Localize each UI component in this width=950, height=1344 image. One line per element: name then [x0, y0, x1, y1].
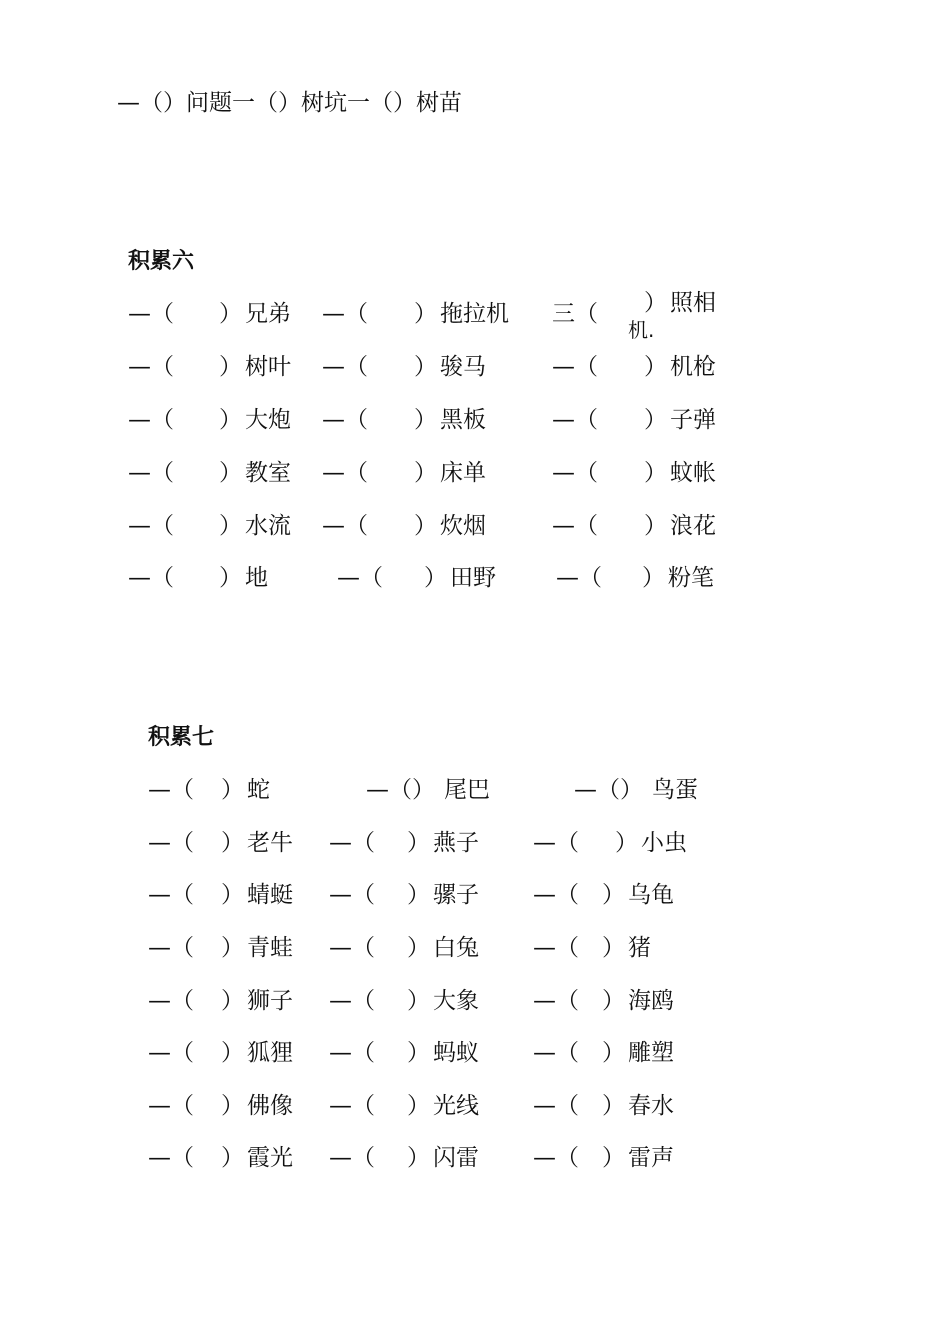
fill-blank-close: ） — [407, 988, 430, 1014]
vocab-word: 水流 — [245, 513, 291, 539]
fill-blank-open: —（ — [533, 830, 579, 856]
fill-blank-close: ） — [602, 882, 625, 908]
vocab-word: 春水 — [628, 1093, 674, 1119]
vocab-word: 狐狸 — [247, 1040, 293, 1066]
fill-blank-open: —（ — [329, 882, 375, 908]
vocab-word: 雕塑 — [628, 1040, 674, 1066]
vocab-word: 树叶 — [245, 354, 291, 380]
fill-blank-close: ） — [221, 1145, 244, 1171]
fill-blank-close: ） — [644, 460, 667, 486]
vocab-word: 狮子 — [247, 988, 293, 1014]
vocab-word: 粉笔 — [668, 565, 714, 591]
fill-blank-open: —（ — [148, 830, 194, 856]
fill-blank-close: ） — [407, 1093, 430, 1119]
fill-blank-open: —（ — [552, 354, 598, 380]
fill-blank-close: ） — [414, 354, 437, 380]
fill-blank-close: ） — [414, 301, 437, 327]
vocab-word: 霞光 — [247, 1145, 293, 1171]
vocab-word: 骡子 — [433, 882, 479, 908]
vocab-word: 光线 — [433, 1093, 479, 1119]
fill-blank-close: ） — [644, 407, 667, 433]
fill-blank-open: —（ — [533, 935, 579, 961]
fill-blank-open: —（ — [533, 1093, 579, 1119]
vocab-word: 乌龟 — [628, 882, 674, 908]
fill-blank-close: ） — [219, 407, 242, 433]
vocab-word: 田野 — [450, 565, 496, 591]
fill-blank-open: —（ — [128, 354, 174, 380]
vocab-word: 猪 — [628, 935, 651, 961]
fill-blank-open: —（ — [128, 460, 174, 486]
fill-blank-close: ） — [602, 988, 625, 1014]
fill-blank-open: —（ — [552, 513, 598, 539]
fill-blank-open: —（ — [329, 1093, 375, 1119]
fill-blank-close: ） — [642, 565, 665, 591]
fill-blank-open: —（） — [574, 777, 643, 803]
vocab-word: 白兔 — [433, 935, 479, 961]
vocab-word: 大炮 — [245, 407, 291, 433]
fill-blank-close: ） — [221, 830, 244, 856]
fill-blank-close: ） — [221, 777, 244, 803]
fill-blank-open: —（ — [337, 565, 383, 591]
fill-blank-close: ） — [602, 1093, 625, 1119]
fill-blank-close: ） — [407, 1145, 430, 1171]
fill-blank-open: —（ — [322, 354, 368, 380]
vocab-word: 青蛙 — [247, 935, 293, 961]
fill-blank-close: ） — [407, 882, 430, 908]
fill-blank-close: ） — [221, 935, 244, 961]
fill-blank-open: —（ — [322, 513, 368, 539]
top-line: —（）问题一（）树坑一（）树苗 — [117, 90, 462, 116]
fill-blank-close: ） — [221, 1040, 244, 1066]
fill-blank-close: ） — [602, 1145, 625, 1171]
vocab-word: 燕子 — [433, 830, 479, 856]
vocab-word: 闪雷 — [433, 1145, 479, 1171]
fill-blank-open: —（ — [148, 1093, 194, 1119]
vocab-word: 兄弟 — [245, 301, 291, 327]
fill-blank-close: ） — [644, 354, 667, 380]
vocab-word: 浪花 — [670, 513, 716, 539]
fill-blank-close: ） — [221, 1093, 244, 1119]
fill-blank-close: ） — [615, 830, 638, 856]
fill-blank-close: ） — [414, 407, 437, 433]
fill-blank-open: —（ — [329, 1040, 375, 1066]
fill-blank-open: —（ — [329, 935, 375, 961]
fill-blank-open: —（ — [148, 988, 194, 1014]
fill-blank-open: —（ — [552, 407, 598, 433]
vocab-word: 老牛 — [247, 830, 293, 856]
fill-blank-open: —（ — [322, 407, 368, 433]
fill-blank-open: —（ — [533, 882, 579, 908]
fill-blank-open: —（ — [148, 1145, 194, 1171]
fill-blank-close: ） — [407, 1040, 430, 1066]
vocab-word: 骏马 — [440, 354, 486, 380]
vocab-word-wrap: 机. — [628, 318, 655, 342]
fill-blank-open: 三（ — [552, 301, 598, 327]
vocab-word: 教室 — [245, 460, 291, 486]
vocab-word: 拖拉机 — [440, 301, 509, 327]
vocab-word: 机枪 — [670, 354, 716, 380]
fill-blank-open: —（ — [329, 988, 375, 1014]
vocab-word: 黑板 — [440, 407, 486, 433]
fill-blank-close: ） — [219, 565, 242, 591]
fill-blank-open: —（ — [533, 988, 579, 1014]
vocab-word: 蛇 — [247, 777, 270, 803]
fill-blank-open: —（ — [148, 1040, 194, 1066]
fill-blank-open: —（ — [322, 301, 368, 327]
section6-heading: 积累六 — [128, 249, 195, 274]
fill-blank-open: —（ — [552, 460, 598, 486]
vocab-word: 鸟蛋 — [652, 777, 698, 803]
fill-blank-open: —（ — [128, 513, 174, 539]
fill-blank-close: ） — [424, 565, 447, 591]
fill-blank-close: ） — [414, 460, 437, 486]
fill-blank-close: ） — [221, 988, 244, 1014]
vocab-word: 海鸥 — [628, 988, 674, 1014]
vocab-word: 地 — [245, 565, 268, 591]
fill-blank-open: —（ — [556, 565, 602, 591]
vocab-word: 照相 — [670, 290, 716, 316]
vocab-word: 雷声 — [628, 1145, 674, 1171]
fill-blank-close: ） — [407, 830, 430, 856]
fill-blank-close: ） — [602, 1040, 625, 1066]
fill-blank-close: ） — [407, 935, 430, 961]
fill-blank-close: ） — [219, 460, 242, 486]
vocab-word: 佛像 — [247, 1093, 293, 1119]
fill-blank-open: —（ — [128, 301, 174, 327]
fill-blank-open: —（ — [128, 565, 174, 591]
fill-blank-open: —（ — [148, 935, 194, 961]
vocab-word: 床单 — [440, 460, 486, 486]
fill-blank-open: —（ — [128, 407, 174, 433]
fill-blank-open: —（ — [148, 882, 194, 908]
fill-blank-open: —（） — [366, 777, 435, 803]
fill-blank-open: —（ — [329, 1145, 375, 1171]
vocab-word: 蜻蜓 — [247, 882, 293, 908]
vocab-word: 尾巴 — [444, 777, 490, 803]
fill-blank-open: —（ — [533, 1040, 579, 1066]
fill-blank-close: ） — [219, 354, 242, 380]
fill-blank-close: ） — [602, 935, 625, 961]
fill-blank-open: —（ — [322, 460, 368, 486]
fill-blank-close: ） — [221, 882, 244, 908]
fill-blank-close: ） — [644, 513, 667, 539]
fill-blank-open: —（ — [148, 777, 194, 803]
vocab-word: 大象 — [433, 988, 479, 1014]
fill-blank-close: ） — [219, 513, 242, 539]
fill-blank-close: ） — [644, 290, 667, 316]
vocab-word: 蚊帐 — [670, 460, 716, 486]
fill-blank-open: —（ — [533, 1145, 579, 1171]
vocab-word: 小虫 — [641, 830, 687, 856]
fill-blank-close: ） — [219, 301, 242, 327]
fill-blank-open: —（ — [329, 830, 375, 856]
vocab-word: 蚂蚁 — [433, 1040, 479, 1066]
section7-heading: 积累七 — [148, 725, 215, 750]
vocab-word: 子弹 — [670, 407, 716, 433]
vocab-word: 炊烟 — [440, 513, 486, 539]
fill-blank-close: ） — [414, 513, 437, 539]
